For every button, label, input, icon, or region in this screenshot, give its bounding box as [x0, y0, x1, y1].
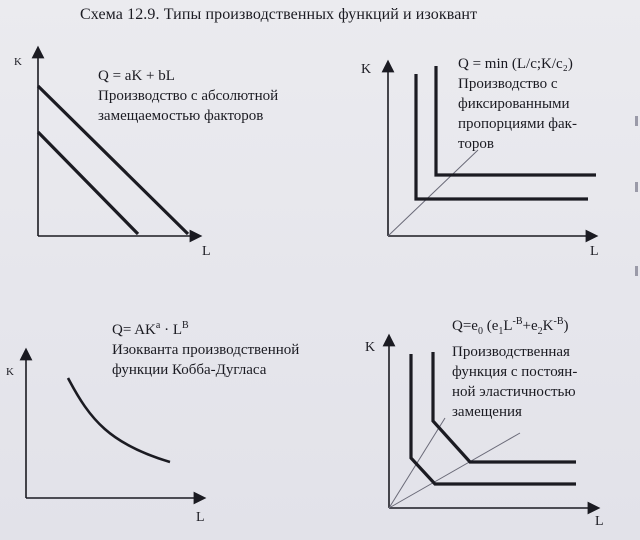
panel-linear-caption: [98, 66, 278, 126]
formula-part: K: [542, 318, 554, 334]
caption-line: замещаемостью факторов: [98, 108, 264, 124]
formula-exponent: -B: [512, 316, 523, 327]
axis-label-l: L: [202, 244, 211, 259]
formula-part: Q= AK: [112, 322, 156, 338]
axis-label-k: K: [361, 62, 372, 77]
caption-line: фиксированными: [458, 96, 570, 112]
caption-line: Изокванта производственной: [112, 342, 300, 358]
caption-line: ной эластичностью: [452, 384, 576, 400]
caption-line: замещения: [452, 404, 522, 420]
caption-line: Производство с: [458, 76, 558, 92]
formula-part: +e: [522, 318, 538, 334]
caption-line: функции Кобба-Дугласа: [112, 362, 267, 378]
formula-ces: [452, 312, 577, 342]
formula-exponent: -B: [553, 316, 564, 327]
isoquant-curve: [68, 378, 170, 462]
caption-line: Производство с абсолютной: [98, 88, 279, 104]
expansion-ray: [388, 150, 478, 236]
axis-label-k: K: [6, 366, 14, 378]
scan-edge-mark: [635, 266, 638, 276]
panel-cobb-douglas-caption: [112, 316, 299, 380]
formula-part: L: [503, 318, 513, 334]
formula-leontief: Q = min (L/c;K/c₂): [458, 56, 573, 72]
formula-cobb-douglas: [112, 316, 299, 340]
scan-edge-mark: [635, 182, 638, 192]
caption-line: функция с постоян-: [452, 364, 578, 380]
axis-label-k: K: [14, 56, 22, 68]
formula-exponent: B: [182, 320, 189, 331]
caption-line: Производственная: [452, 344, 570, 360]
panel-ces-caption: [452, 312, 577, 422]
formula-subscript: 1: [498, 326, 504, 337]
axis-label-l: L: [196, 510, 205, 525]
formula-part: (e: [482, 318, 499, 334]
formula-exponent: a: [155, 320, 161, 331]
figure-title: Схема 12.9. Типы производственных функций и изоквант: [80, 6, 478, 23]
scan-edge-mark: [635, 116, 638, 126]
formula-subscript: 2: [537, 326, 543, 337]
axis-label-l: L: [595, 514, 604, 529]
formula-part: ): [563, 318, 569, 334]
panel-leontief-caption: [458, 54, 577, 154]
caption-line: торов: [458, 136, 494, 152]
axis-label-k: K: [365, 340, 376, 355]
formula-part: · L: [160, 322, 183, 338]
formula-linear: Q = aK + bL: [98, 68, 175, 84]
caption-line: пропорциями фак-: [458, 116, 577, 132]
isoquant-line-inner: [38, 132, 138, 234]
formula-part: Q=e: [452, 318, 478, 334]
axis-label-l: L: [590, 244, 599, 259]
formula-subscript: 0: [477, 326, 483, 337]
